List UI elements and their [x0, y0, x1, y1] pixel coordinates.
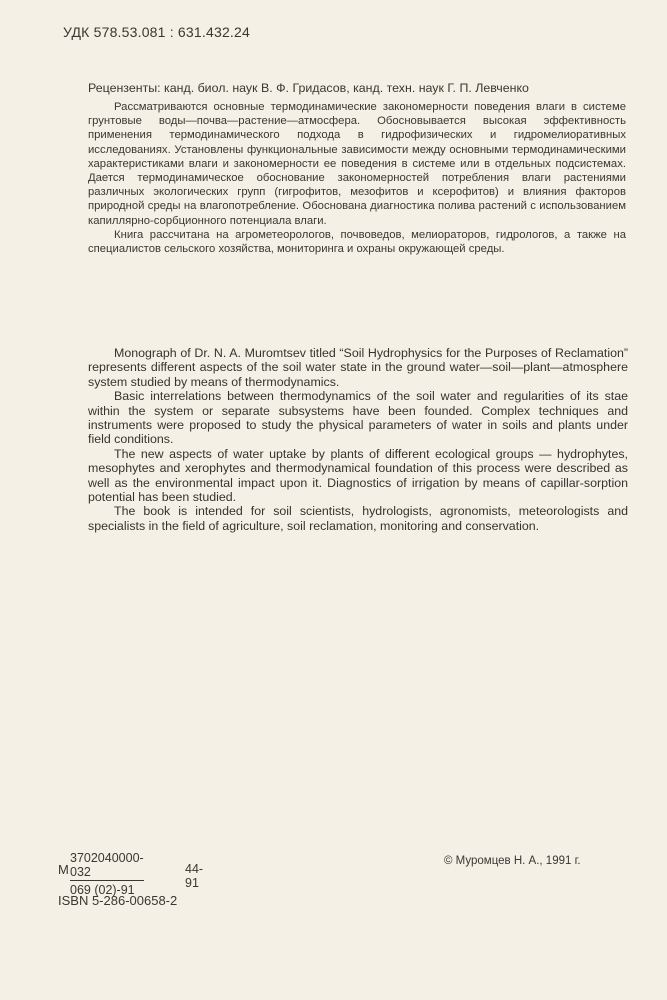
abstract-ru-paragraph: Рассматриваются основные термодинамические закономерности поведения влаги в системе грунтовые воды—почва—растение—атмосфера. Обосновывается высокая эффективность применения термодинамического подхода в гидрофизических и гидромелиоративных исследованиях. Установлены функциональные зависимости между основными термодинамическими характеристиками влаги и закономерности ее поведения в системе или в отдельных подсистемах. Дается термодинамическое обоснование закономерностей потребления влаги растениями различных экологических групп (гигрофитов, мезофитов и ксерофитов) и влияния факторов природной среды на влагопотребление. Обоснована диагностика полива растений с использованием капиллярно-сорбционного потенциала влаги. [88, 101, 626, 227]
udk-code: УДК 578.53.081 : 631.432.24 [63, 24, 250, 40]
abstract-en-paragraph: The new aspects of water uptake by plants of different ecological groups — hydrophytes, mesophytes and xerophytes and thermodynamical foundation of this process were described as well as the environmental impact upon it. Diagnostics of irrigation by means of capillar-sorption potential has been studied. [88, 446, 628, 505]
copyright-notice: © Муромцев Н. А., 1991 г. [444, 855, 581, 867]
abstract-en-paragraph: Monograph of Dr. N. A. Muromtsev titled “Soil Hydrophysics for the Purposes of Reclamation” represents different aspects of the soil water state in the ground water—soil—plant—atmosphere system studied by means of thermodynamics. [88, 346, 628, 389]
catalog-letter: М [58, 862, 69, 877]
abstract-en-paragraph: The book is intended for soil scientists, hydrologists, agronomists, meteorologists and specialists in the field of agriculture, soil reclamation, monitoring and conservation. [88, 504, 628, 533]
abstract-english [88, 346, 628, 533]
abstract-en-paragraph: Basic interrelations between thermodynamics of the soil water and regularities of its stae within the system or separate subsystems have been founded. Complex techniques and instruments were proposed to study the physical parameters of water in soils and plants under field conditions. [88, 389, 628, 447]
reviewers-line: Рецензенты: канд. биол. наук В. Ф. Гридасов, канд. техн. наук Г. П. Левченко [88, 81, 529, 95]
catalog-suffix: 44-91 [185, 862, 204, 890]
catalog-numerator: 3702040000-032 [70, 851, 144, 879]
catalog-denominator: 069 (02)-91 [70, 883, 135, 897]
abstract-russian [88, 100, 626, 256]
isbn-number: ISBN 5-286-00658-2 [58, 893, 178, 908]
abstract-ru-paragraph: Книга рассчитана на агрометеорологов, почвоведов, мелиораторов, гидрологов, а также на специалистов сельского хозяйства, мониторинга и охраны окружающей среды. [88, 228, 626, 256]
catalog-fraction [70, 851, 144, 897]
